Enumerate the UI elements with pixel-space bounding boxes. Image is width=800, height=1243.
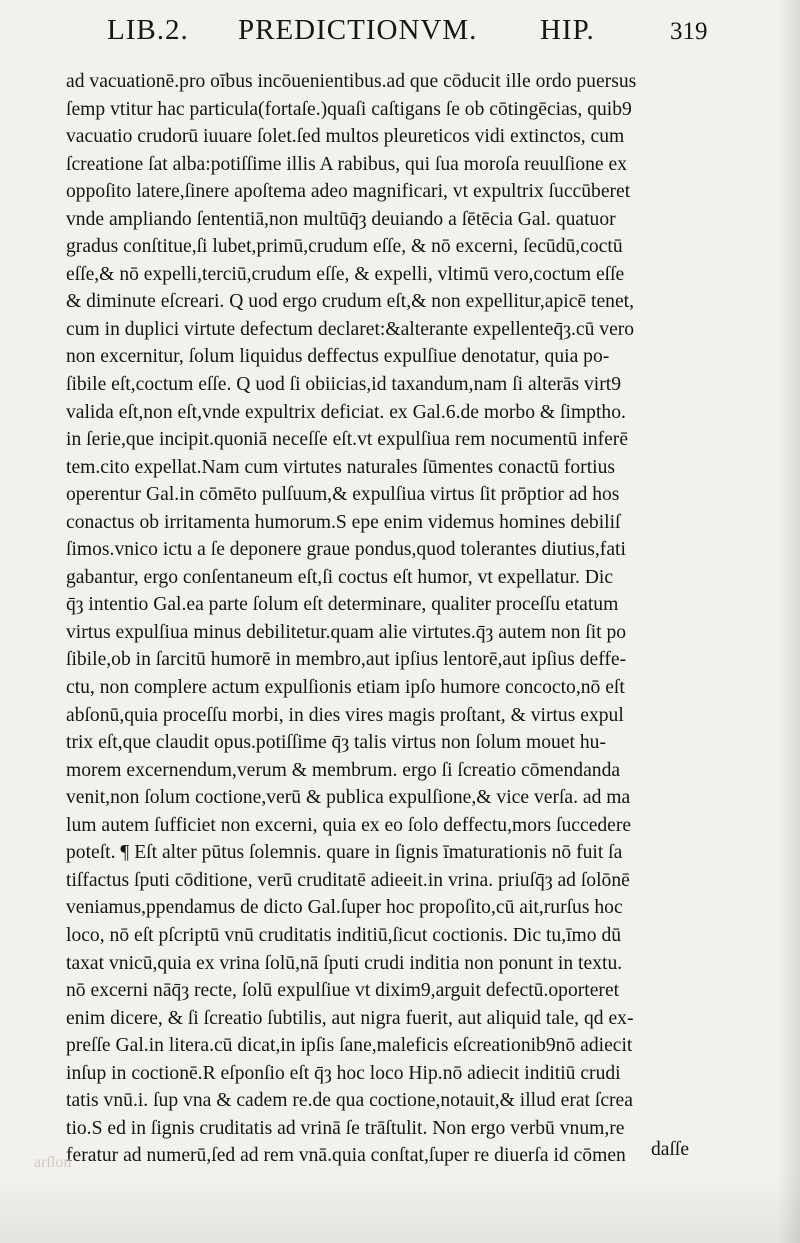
text-line: venit,non ſolum coctione,verū & publica expulſione,& vice verſa. ad ma bbox=[66, 787, 631, 809]
text-line: feratur ad numerū,ſed ad rem vnā.quia conſtat,ſuper re diuerſa id cōmen bbox=[66, 1145, 626, 1167]
text-line: ctu, non complere actum expulſionis etiam ipſo humore concocto,nō eſt bbox=[66, 677, 625, 699]
body-text bbox=[66, 68, 706, 1170]
text-line: abſonū,quia proceſſu morbi, in dies vires magis proſtant, & virtus expul bbox=[66, 704, 624, 726]
text-line: operentur Gal.in cōmēto pulſuum,& expulſiua virtus ſit prōptior ad hos bbox=[66, 484, 620, 506]
text-line: tem.cito expellat.Nam cum virtutes naturales ſūmentes conactū fortius bbox=[66, 456, 615, 478]
text-line: in ſerie,que incipit.quoniā neceſſe eſt.vt expulſiua rem nocumentū inferē bbox=[66, 429, 629, 451]
text-line: tatis vnū.i. ſup vna & cadem re.de qua coctione,notauit,& illud erat ſcrea bbox=[66, 1090, 633, 1112]
text-line: eſſe,& nō expelli,terciū,crudum eſſe, & expelli, vltimū vero,coctum eſſe bbox=[66, 263, 625, 285]
text-line: q̄ȝ intentio Gal.ea parte ſolum eſt determinare, qualiter proceſſu etatum bbox=[66, 594, 619, 616]
text-line: ſcreatione ſat alba:potiſſime illis A rabibus, qui ſua moroſa reuulſione ex bbox=[66, 153, 628, 175]
bleed-through-text: arſlon bbox=[34, 1154, 72, 1171]
text-line: trix eſt,que claudit opus.potiſſime q̄ȝ talis virtus non ſolum mouet hu- bbox=[66, 732, 606, 754]
text-line: gradus conſtitue,ſi lubet,primū,crudum eſſe, & nō excerni, ſecūdū,coctū bbox=[66, 236, 623, 258]
text-line: cum in duplici virtute defectum declaret:&alterante expellenteq̄ȝ.cū vero bbox=[66, 318, 635, 340]
text-line: vnde ampliando ſententiā,non multūq̄ȝ deuiando a ſētēcia Gal. quatuor bbox=[66, 208, 616, 230]
page-bottom-shadow bbox=[0, 1173, 800, 1243]
text-line: vacuatio crudorū iuuare ſolet.ſed multos pleureticos vidi extinctos, cum bbox=[66, 126, 625, 148]
text-line: inſup in coctionē.R eſponſio eſt q̄ȝ hoc loco Hip.nō adiecit inditiū crudi bbox=[66, 1062, 621, 1084]
text-line: virtus expulſiua minus debilitetur.quam alie virtutes.q̄ȝ autem non ſit po bbox=[66, 621, 627, 643]
text-line: poteſt. ¶ Eſt alter pūtus ſolemnis. quare in ſignis īmaturationis nō fuit ſa bbox=[66, 842, 623, 864]
text-line: tiſfactus ſputi cōditione, verū cruditatē adieeit.in vrina. priuſq̄ȝ ad ſolōnē bbox=[66, 869, 630, 891]
text-line: ſemp vtitur hac particula(fortaſe.)quaſi caſtigans ſe ob cōtingēcias, quib9 bbox=[66, 98, 632, 120]
text-line: gabantur, ergo conſentaneum eſt,ſi coctus eſt humor, vt expellatur. Dic bbox=[66, 566, 614, 588]
text-line: ſibile eſt,coctum eſſe. Q uod ſi obiicias,id taxandum,nam ſi alterās virt9 bbox=[66, 374, 622, 396]
text-line: preſſe Gal.in litera.cū dicat,in ipſis ſane,maleficis eſcreationib9nō adiecit bbox=[66, 1035, 633, 1057]
text-line: taxat vnicū,quia ex vrina ſolū,nā ſputi crudi inditia non ponunt in textu. bbox=[66, 952, 623, 974]
header-book-number: LIB.2. bbox=[107, 14, 189, 46]
catchword: daſſe bbox=[651, 1139, 690, 1160]
text-line: nō excerni nāq̄ȝ recte, ſolū expulſiue vt dixim9,arguit defectū.oporteret bbox=[66, 980, 620, 1002]
text-line: tio.S ed in ſignis cruditatis ad vrinā ſe trāſtulit. Non ergo verbū vnum,re bbox=[66, 1117, 625, 1139]
text-line: valida eſt,non eſt,vnde expultrix deficiat. ex Gal.6.de morbo & ſimptho. bbox=[66, 401, 626, 423]
text-line: non excernitur, ſolum liquidus deffectus expulſiue denotatur, quia po- bbox=[66, 346, 610, 368]
text-line: ad vacuationē.pro oībus incōuenientibus.ad que cōducit ille ordo puersus bbox=[66, 71, 637, 92]
header-title: PREDICTIONVM. bbox=[238, 14, 478, 46]
text-line: conactus ob irritamenta humorum.S epe enim videmus homines debiliſ bbox=[66, 511, 621, 533]
header-author: HIP. bbox=[540, 14, 595, 46]
text-line: oppoſito latere,ſinere apoſtema adeo magnificari, vt expultrix ſuccūberet bbox=[66, 181, 631, 203]
page-gutter-shadow bbox=[778, 0, 800, 1243]
text-line: ſimos.vnico ictu a ſe deponere graue pondus,quod tolerantes diutius,fati bbox=[66, 539, 626, 561]
text-line: veniamus,ppendamus de dicto Gal.ſuper hoc propoſito,cū ait,rurſus hoc bbox=[66, 897, 623, 919]
text-line: morem excernendum,verum & membrum. ergo ſi ſcreatio cōmendanda bbox=[66, 759, 621, 781]
text-line: loco, nō eſt pſcriptū vnū cruditatis inditiū,ſicut coctionis. Dic tu,īmo dū bbox=[66, 924, 622, 946]
text-line: enim dicere, & ſi ſcreatio ſubtilis, aut nigra fuerit, aut aliquid tale, qd ex- bbox=[66, 1007, 634, 1029]
text-line: & diminute eſcreari. Q uod ergo crudum eſt,& non expellitur,apicē tenet, bbox=[66, 291, 634, 313]
text-line: lum autem ſufficiet non excerni, quia ex eo ſolo deffectu,mors ſuccedere bbox=[66, 814, 632, 836]
text-line: ſibile,ob in ſarcitū humorē in membro,aut ipſius lentorē,aut ipſius deffe- bbox=[66, 649, 627, 671]
running-header bbox=[0, 14, 800, 54]
page-number: 319 bbox=[670, 18, 708, 45]
